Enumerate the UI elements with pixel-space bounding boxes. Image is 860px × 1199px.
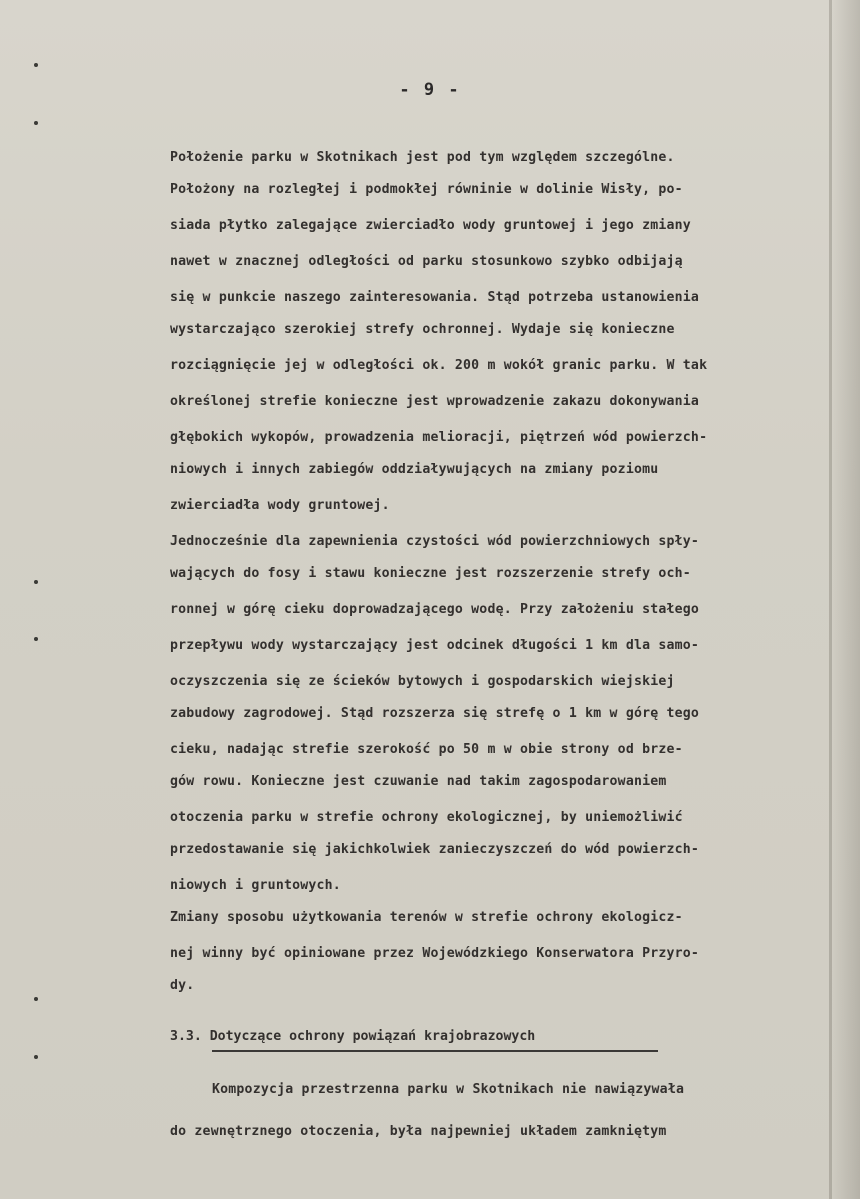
text-line: Zmiany sposobu użytkowania terenów w strefie ochrony ekologicz- [170,910,683,925]
text-line: przepływu wody wystarczający jest odcinek długości 1 km dla samo- [170,638,700,653]
text-line: do zewnętrznego otoczenia, była najpewniej układem zamkniętym [170,1124,667,1139]
punch-hole-mark [34,1055,38,1059]
text-line: zwierciadła wody gruntowej. [170,498,390,513]
text-line: Położenie parku w Skotnikach jest pod tym względem szczególne. [170,150,675,165]
text-line: niowych i gruntowych. [170,878,341,893]
text-line: nawet w znacznej odległości od parku stosunkowo szybko odbijają [170,254,683,269]
text-line: dy. [170,978,195,993]
heading-underline [212,1050,658,1052]
text-line: cieku, nadając strefie szerokość po 50 m w obie strony od brze- [170,742,683,757]
text-line: głębokich wykopów, prowadzenia melioracji, piętrzeń wód powierzch- [170,430,708,445]
text-line: oczyszczenia się ze ścieków bytowych i gospodarskich wiejskiej [170,674,675,689]
text-line: Jednocześnie dla zapewnienia czystości wód powierzchniowych spły- [170,534,700,549]
page-number: - 9 - [399,80,461,100]
text-line: wystarczająco szerokiej strefy ochronnej. Wydaje się konieczne [170,322,675,337]
text-line: siada płytko zalegające zwierciadło wody gruntowej i jego zmiany [170,218,691,233]
text-line: nej winny być opiniowane przez Wojewódzkiego Konserwatora Przyro- [170,946,700,961]
text-line: gów rowu. Konieczne jest czuwanie nad takim zagospodarowaniem [170,774,667,789]
punch-hole-mark [34,637,38,641]
text-line: niowych i innych zabiegów oddziaływujących na zmiany poziomu [170,462,659,477]
section-heading: 3.3. Dotyczące ochrony powiązań krajobrazowych [170,1029,536,1044]
text-line: otoczenia parku w strefie ochrony ekologicznej, by uniemożliwić [170,810,683,825]
text-line: wających do fosy i stawu konieczne jest rozszerzenie strefy och- [170,566,691,581]
text-line: Położony na rozległej i podmokłej równinie w dolinie Wisły, po- [170,182,683,197]
text-line: przedostawanie się jakichkolwiek zanieczyszczeń do wód powierzch- [170,842,700,857]
text-line: Kompozycja przestrzenna parku w Skotnikach nie nawiązywała [212,1082,685,1097]
punch-hole-mark [34,63,38,67]
page-edge-shadow [830,0,860,1199]
text-line: zabudowy zagrodowej. Stąd rozszerza się strefę o 1 km w górę tego [170,706,700,721]
text-line: się w punkcie naszego zainteresowania. Stąd potrzeba ustanowienia [170,290,700,305]
text-line: określonej strefie konieczne jest wprowadzenie zakazu dokonywania [170,394,700,409]
punch-hole-mark [34,997,38,1001]
punch-hole-mark [34,121,38,125]
text-line: ronnej w górę cieku doprowadzającego wodę. Przy założeniu stałego [170,602,700,617]
page-fold-line [829,0,832,1199]
text-line: rozciągnięcie jej w odległości ok. 200 m wokół granic parku. W tak [170,358,708,373]
punch-hole-mark [34,580,38,584]
